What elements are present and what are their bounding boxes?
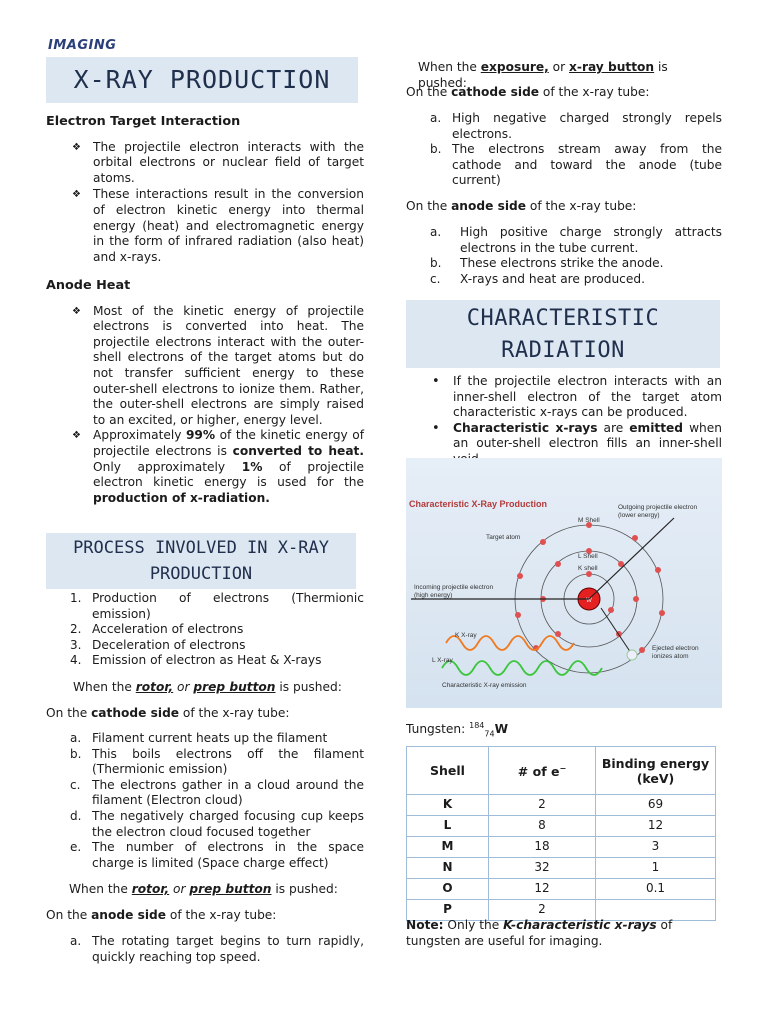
table-header-row (407, 747, 716, 795)
column-header: Shell (407, 747, 489, 795)
list-item: a. High negative charged strongly repels electrons. (430, 111, 722, 141)
list-item: ❖ Most of the kinetic energy of projectile electrons is converted into heat. The projectile electrons interact with the outer-shell electrons of the target atoms but do not transfer sufficient energy to these outer-shell electrons to ionize them. Rather, the outer-shell electrons are simply raised to an excited, or higher, energy level. (72, 303, 364, 427)
diamond-bullet-icon: ❖ (72, 305, 81, 317)
exposure-anode-list (406, 225, 722, 287)
rotor-instruction-repeat: When the rotor, or prep button is pushed: (69, 882, 338, 896)
list-item: 2. Acceleration of electrons (70, 622, 244, 637)
table-row: M 18 3 (407, 837, 716, 858)
ejected-electron-path (601, 608, 631, 653)
anode-heat-section (46, 278, 364, 506)
list-item: c. X-rays and heat are produced. (430, 271, 645, 286)
list-item: b. These electrons strike the anode. (430, 256, 664, 271)
process-banner: PROCESS INVOLVED IN X-RAY PRODUCTION (46, 533, 356, 589)
ejected-electron (627, 650, 637, 660)
list-item: a. High positive charge strongly attracts electrons in the tube current. (430, 225, 722, 255)
anode-list (46, 934, 364, 965)
svg-text:Incoming projectile electron: Incoming projectile electron (414, 584, 494, 591)
subject-label: IMAGING (48, 38, 117, 53)
list-item: ❖ Approximately 99% of the kinetic energy of projectile electrons is converted to heat. Only approximately 1% of projectile electron kinetic energy is used for the production of x-radiation. (72, 428, 364, 505)
anode-heading: On the anode side of the x-ray tube: (46, 908, 277, 922)
cathode-heading: On the cathode side of the x-ray tube: (46, 706, 290, 720)
diagram-labels (414, 504, 699, 689)
section-heading: Electron Target Interaction (46, 114, 241, 129)
svg-text:W: W (586, 598, 592, 604)
svg-text:K X-ray: K X-ray (455, 632, 477, 639)
table-row: N 32 1 (407, 858, 716, 879)
svg-text:(high energy): (high energy) (414, 592, 453, 599)
table-row: O 12 0.1 (407, 879, 716, 900)
process-list (46, 591, 364, 669)
svg-text:ionizes atom: ionizes atom (652, 653, 689, 660)
svg-text:Characteristic X-ray emission: Characteristic X-ray emission (442, 682, 527, 689)
list-item: b. The electrons stream away from the cathode and toward the anode (tube current) (430, 142, 722, 188)
list-item: a. Filament current heats up the filament (70, 731, 328, 745)
table-row: P 2 (407, 900, 716, 921)
outgoing-electron-path (589, 518, 674, 599)
table-row: K 2 69 (407, 795, 716, 816)
exposure-instruction: When the exposure, or x-ray button is pushed: (418, 60, 668, 90)
diamond-bullet-icon: ❖ (72, 141, 81, 153)
shell-binding-table (406, 746, 716, 921)
svg-text:K shell: K shell (578, 565, 598, 572)
exposure-anode-heading: On the anode side of the x-ray tube: (406, 199, 637, 213)
svg-text:Target atom: Target atom (486, 534, 521, 541)
bullet-dot-icon: • (432, 420, 440, 436)
exposure-cathode-list (406, 111, 722, 189)
characteristic-list (406, 374, 722, 468)
list-item: a. The rotating target begins to turn rapidly, quickly reaching top speed. (70, 934, 364, 964)
exposure-cathode-heading: On the cathode side of the x-ray tube: (406, 85, 650, 99)
page-title: X-RAY PRODUCTION (46, 57, 358, 103)
characteristic-banner: CHARACTERISTIC RADIATION (406, 300, 720, 368)
cathode-list (46, 731, 364, 871)
characteristic-xray-diagram (406, 458, 722, 708)
list-item: • If the projectile electron interacts with an inner-shell electron of the target atom characteristic x-rays can be produced. (432, 374, 722, 420)
list-item: 4. Emission of electron as Heat & X-rays (70, 653, 322, 668)
list-item: • Characteristic x-rays are emitted when an outer-shell electron fills an inner-shell (432, 420, 722, 451)
list-item: 3. Deceleration of electrons (70, 637, 246, 652)
list-item: e. The number of electrons in the space charge is limited (Space charge effect) (70, 840, 364, 870)
electron-target-section (46, 114, 364, 265)
table-row: L 8 12 (407, 816, 716, 837)
svg-text:Outgoing projectile electron: Outgoing projectile electron (618, 504, 698, 511)
list-item: b. This boils electrons off the filament (Thermionic emission) (70, 746, 364, 777)
list-item: ❖ These interactions result in the conversion of electron kinetic energy into thermal energy (heat) and electromagnetic energy in the form of infrared radiation (also heat) and x-rays. (72, 187, 364, 264)
diagram-title: Characteristic X-Ray Production (409, 499, 548, 509)
svg-text:(lower energy): (lower energy) (618, 512, 660, 519)
list-item: c. The electrons gather in a cloud around the filament (Electron cloud) (70, 777, 364, 808)
svg-text:Ejected electron: Ejected electron (652, 645, 699, 652)
column-header: # of e− (488, 747, 595, 795)
list-item: 1. Production of electrons (Thermionic emission) (70, 591, 364, 621)
list-item: d. The negatively charged focusing cup keeps the electron cloud focused together (70, 808, 364, 839)
svg-text:L Shell: L Shell (578, 553, 598, 560)
electron-dots (515, 522, 665, 653)
bullet-dot-icon: • (432, 374, 440, 389)
diamond-bullet-icon: ❖ (72, 430, 81, 442)
rotor-instruction: When the rotor, or prep button is pushed: (73, 680, 342, 694)
column-header: Binding energy (keV) (596, 747, 716, 795)
svg-text:L X-ray: L X-ray (432, 657, 453, 664)
atom-diagram-svg (406, 458, 722, 708)
section-heading: Anode Heat (46, 278, 131, 293)
list-item: ❖ The projectile electron interacts with the orbital electrons or nuclear field of target atoms. (72, 139, 364, 185)
tungsten-label: Tungsten: $^{184}_{74}$W (406, 721, 509, 739)
diamond-bullet-icon: ❖ (72, 189, 81, 201)
svg-text:M Shell: M Shell (578, 517, 600, 524)
l-xray-wave (442, 661, 602, 675)
imaging-note: Note: Only the K-characteristic x-rays of tungsten are useful for imaging. (406, 918, 673, 948)
